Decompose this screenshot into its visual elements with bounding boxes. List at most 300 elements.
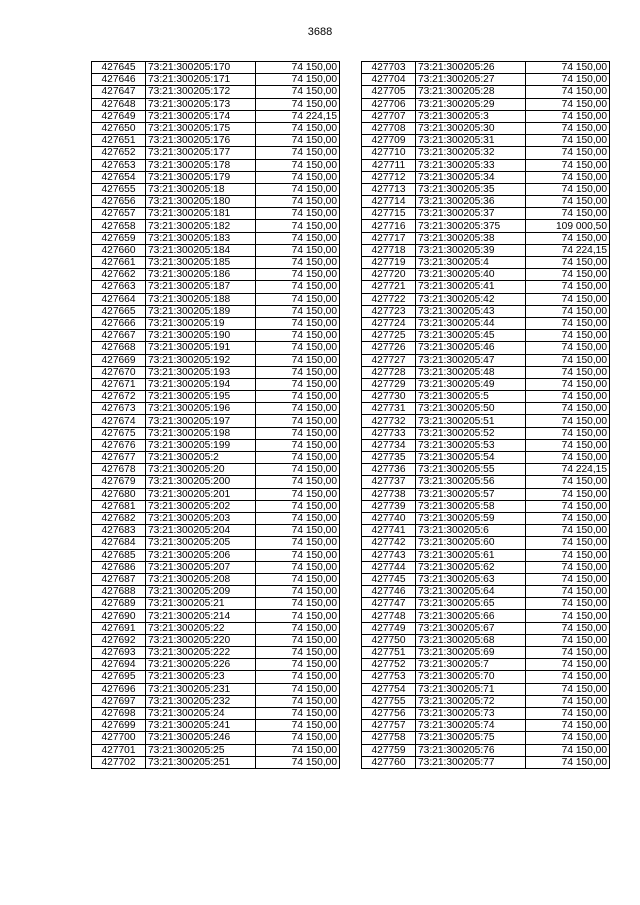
cadastral-number-cell: 73:21:300205:28 [416, 86, 526, 98]
table-row [362, 500, 610, 512]
cadastral-number-cell: 73:21:300205:72 [416, 695, 526, 707]
value-cell: 74 150,00 [526, 110, 610, 122]
value-cell: 74 150,00 [526, 183, 610, 195]
cadastral-number-cell: 73:21:300205:6 [416, 525, 526, 537]
value-cell: 74 150,00 [526, 305, 610, 317]
value-cell: 74 150,00 [256, 452, 340, 464]
value-cell: 74 150,00 [526, 257, 610, 269]
row-number-cell: 427677 [92, 452, 146, 464]
row-number-cell: 427668 [92, 342, 146, 354]
row-number-cell: 427693 [92, 647, 146, 659]
table-row [362, 720, 610, 732]
value-cell: 74 150,00 [256, 74, 340, 86]
value-cell: 74 150,00 [526, 647, 610, 659]
row-number-cell: 427722 [362, 293, 416, 305]
table-row [92, 403, 340, 415]
table-row [92, 683, 340, 695]
value-cell: 74 150,00 [526, 354, 610, 366]
register-table-right [361, 61, 610, 769]
cadastral-number-cell: 73:21:300205:186 [146, 269, 256, 281]
table-row [362, 342, 610, 354]
cadastral-number-cell: 73:21:300205:62 [416, 561, 526, 573]
table-row [92, 330, 340, 342]
cadastral-number-cell: 73:21:300205:200 [146, 476, 256, 488]
table-row [362, 232, 610, 244]
row-number-cell: 427663 [92, 281, 146, 293]
value-cell: 74 150,00 [256, 354, 340, 366]
value-cell: 74 150,00 [526, 232, 610, 244]
value-cell: 74 150,00 [526, 427, 610, 439]
cadastral-number-cell: 73:21:300205:27 [416, 74, 526, 86]
cadastral-number-cell: 73:21:300205:188 [146, 293, 256, 305]
value-cell: 74 150,00 [256, 86, 340, 98]
cadastral-number-cell: 73:21:300205:191 [146, 342, 256, 354]
table-row [92, 464, 340, 476]
cadastral-number-cell: 73:21:300205:192 [146, 354, 256, 366]
value-cell: 74 150,00 [526, 342, 610, 354]
value-cell: 74 150,00 [526, 317, 610, 329]
table-row [362, 293, 610, 305]
table-row [92, 342, 340, 354]
table-row [362, 378, 610, 390]
value-cell: 74 150,00 [526, 86, 610, 98]
value-cell: 74 150,00 [526, 756, 610, 768]
cadastral-number-cell: 73:21:300205:52 [416, 427, 526, 439]
table-row [362, 561, 610, 573]
table-row [92, 269, 340, 281]
value-cell: 74 150,00 [256, 561, 340, 573]
page-number: 3688 [307, 26, 333, 38]
cadastral-number-cell: 73:21:300205:65 [416, 598, 526, 610]
value-cell: 74 150,00 [526, 281, 610, 293]
row-number-cell: 427695 [92, 671, 146, 683]
value-cell: 74 224,15 [526, 464, 610, 476]
value-cell: 74 150,00 [526, 732, 610, 744]
cadastral-number-cell: 73:21:300205:5 [416, 391, 526, 403]
value-cell: 74 150,00 [256, 610, 340, 622]
row-number-cell: 427754 [362, 683, 416, 695]
value-cell: 74 150,00 [256, 196, 340, 208]
row-number-cell: 427655 [92, 183, 146, 195]
row-number-cell: 427718 [362, 244, 416, 256]
table-row [92, 110, 340, 122]
value-cell: 74 150,00 [256, 525, 340, 537]
table-row [92, 232, 340, 244]
value-cell: 74 150,00 [256, 500, 340, 512]
row-number-cell: 427683 [92, 525, 146, 537]
cadastral-number-cell: 73:21:300205:193 [146, 366, 256, 378]
value-cell: 74 150,00 [256, 330, 340, 342]
table-row [92, 549, 340, 561]
cadastral-number-cell: 73:21:300205:74 [416, 720, 526, 732]
cadastral-number-cell: 73:21:300205:184 [146, 244, 256, 256]
table-row [362, 671, 610, 683]
table-row [362, 122, 610, 134]
row-number-cell: 427758 [362, 732, 416, 744]
row-number-cell: 427756 [362, 707, 416, 719]
cadastral-number-cell: 73:21:300205:179 [146, 171, 256, 183]
cadastral-number-cell: 73:21:300205:56 [416, 476, 526, 488]
row-number-cell: 427744 [362, 561, 416, 573]
table-row [362, 135, 610, 147]
table-row [92, 378, 340, 390]
value-cell: 74 150,00 [256, 269, 340, 281]
row-number-cell: 427705 [362, 86, 416, 98]
row-number-cell: 427737 [362, 476, 416, 488]
value-cell: 74 150,00 [526, 208, 610, 220]
table-row [92, 196, 340, 208]
table-row [362, 220, 610, 232]
cadastral-number-cell: 73:21:300205:31 [416, 135, 526, 147]
row-number-cell: 427739 [362, 500, 416, 512]
row-number-cell: 427669 [92, 354, 146, 366]
cadastral-number-cell: 73:21:300205:37 [416, 208, 526, 220]
value-cell: 74 150,00 [256, 573, 340, 585]
cadastral-number-cell: 73:21:300205:204 [146, 525, 256, 537]
cadastral-number-cell: 73:21:300205:60 [416, 537, 526, 549]
value-cell: 74 150,00 [256, 220, 340, 232]
value-cell: 74 150,00 [526, 537, 610, 549]
table-row [362, 281, 610, 293]
cadastral-number-cell: 73:21:300205:183 [146, 232, 256, 244]
cadastral-number-cell: 73:21:300205:77 [416, 756, 526, 768]
cadastral-number-cell: 73:21:300205:176 [146, 135, 256, 147]
cadastral-number-cell: 73:21:300205:18 [146, 183, 256, 195]
value-cell: 74 150,00 [526, 439, 610, 451]
cadastral-number-cell: 73:21:300205:30 [416, 122, 526, 134]
value-cell: 74 150,00 [256, 135, 340, 147]
table-row [362, 659, 610, 671]
cadastral-number-cell: 73:21:300205:58 [416, 500, 526, 512]
value-cell: 74 150,00 [526, 671, 610, 683]
value-cell: 74 150,00 [526, 391, 610, 403]
table-row [92, 744, 340, 756]
table-row [362, 330, 610, 342]
cadastral-number-cell: 73:21:300205:207 [146, 561, 256, 573]
value-cell: 74 150,00 [526, 62, 610, 74]
value-cell: 74 150,00 [526, 293, 610, 305]
value-cell: 74 150,00 [256, 756, 340, 768]
row-number-cell: 427726 [362, 342, 416, 354]
cadastral-number-cell: 73:21:300205:70 [416, 671, 526, 683]
value-cell: 74 150,00 [256, 403, 340, 415]
table-row [362, 488, 610, 500]
row-number-cell: 427670 [92, 366, 146, 378]
cadastral-number-cell: 73:21:300205:71 [416, 683, 526, 695]
row-number-cell: 427651 [92, 135, 146, 147]
cadastral-number-cell: 73:21:300205:7 [416, 659, 526, 671]
table-row [362, 317, 610, 329]
row-number-cell: 427696 [92, 683, 146, 695]
value-cell: 74 150,00 [256, 537, 340, 549]
table-row [92, 159, 340, 171]
cadastral-number-cell: 73:21:300205:206 [146, 549, 256, 561]
row-number-cell: 427707 [362, 110, 416, 122]
value-cell: 74 150,00 [256, 122, 340, 134]
value-cell: 74 150,00 [256, 647, 340, 659]
table-row [362, 62, 610, 74]
row-number-cell: 427674 [92, 415, 146, 427]
value-cell: 74 150,00 [526, 415, 610, 427]
cadastral-number-cell: 73:21:300205:171 [146, 74, 256, 86]
cadastral-number-cell: 73:21:300205:4 [416, 257, 526, 269]
table-row [362, 573, 610, 585]
table-row [92, 561, 340, 573]
value-cell: 74 150,00 [256, 622, 340, 634]
row-number-cell: 427713 [362, 183, 416, 195]
row-number-cell: 427723 [362, 305, 416, 317]
value-cell: 74 150,00 [256, 183, 340, 195]
value-cell: 74 150,00 [256, 695, 340, 707]
table-row [92, 257, 340, 269]
table-row [362, 208, 610, 220]
table-row [92, 135, 340, 147]
cadastral-number-cell: 73:21:300205:232 [146, 695, 256, 707]
row-number-cell: 427715 [362, 208, 416, 220]
table-row [362, 183, 610, 195]
row-number-cell: 427671 [92, 378, 146, 390]
row-number-cell: 427684 [92, 537, 146, 549]
table-row [362, 537, 610, 549]
row-number-cell: 427733 [362, 427, 416, 439]
row-number-cell: 427661 [92, 257, 146, 269]
row-number-cell: 427660 [92, 244, 146, 256]
table-row [92, 525, 340, 537]
table-row [92, 86, 340, 98]
value-cell: 74 150,00 [256, 159, 340, 171]
row-number-cell: 427664 [92, 293, 146, 305]
row-number-cell: 427740 [362, 512, 416, 524]
cadastral-number-cell: 73:21:300205:202 [146, 500, 256, 512]
row-number-cell: 427685 [92, 549, 146, 561]
value-cell: 74 150,00 [256, 244, 340, 256]
value-cell: 74 150,00 [256, 707, 340, 719]
table-row [92, 537, 340, 549]
row-number-cell: 427746 [362, 586, 416, 598]
value-cell: 74 150,00 [256, 208, 340, 220]
value-cell: 74 150,00 [526, 720, 610, 732]
value-cell: 74 150,00 [256, 512, 340, 524]
value-cell: 74 150,00 [526, 122, 610, 134]
value-cell: 74 150,00 [256, 549, 340, 561]
row-number-cell: 427676 [92, 439, 146, 451]
table-row [92, 671, 340, 683]
table-row [362, 196, 610, 208]
row-number-cell: 427711 [362, 159, 416, 171]
table-row [92, 586, 340, 598]
cadastral-number-cell: 73:21:300205:24 [146, 707, 256, 719]
value-cell: 74 150,00 [256, 671, 340, 683]
row-number-cell: 427743 [362, 549, 416, 561]
row-number-cell: 427650 [92, 122, 146, 134]
cadastral-number-cell: 73:21:300205:198 [146, 427, 256, 439]
value-cell: 109 000,50 [526, 220, 610, 232]
value-cell: 74 224,15 [256, 110, 340, 122]
table-row [92, 171, 340, 183]
row-number-cell: 427659 [92, 232, 146, 244]
value-cell: 74 150,00 [526, 171, 610, 183]
row-number-cell: 427757 [362, 720, 416, 732]
cadastral-number-cell: 73:21:300205:67 [416, 622, 526, 634]
table-row [362, 525, 610, 537]
cadastral-number-cell: 73:21:300205:43 [416, 305, 526, 317]
row-number-cell: 427727 [362, 354, 416, 366]
cadastral-number-cell: 73:21:300205:50 [416, 403, 526, 415]
row-number-cell: 427682 [92, 512, 146, 524]
cadastral-number-cell: 73:21:300205:57 [416, 488, 526, 500]
cadastral-number-cell: 73:21:300205:47 [416, 354, 526, 366]
value-cell: 74 150,00 [526, 622, 610, 634]
table-row [92, 122, 340, 134]
row-number-cell: 427753 [362, 671, 416, 683]
table-row [92, 647, 340, 659]
value-cell: 74 150,00 [256, 744, 340, 756]
cadastral-number-cell: 73:21:300205:54 [416, 452, 526, 464]
row-number-cell: 427712 [362, 171, 416, 183]
row-number-cell: 427654 [92, 171, 146, 183]
table-row [362, 403, 610, 415]
row-number-cell: 427690 [92, 610, 146, 622]
row-number-cell: 427732 [362, 415, 416, 427]
value-cell: 74 150,00 [256, 366, 340, 378]
value-cell: 74 150,00 [526, 744, 610, 756]
cadastral-number-cell: 73:21:300205:222 [146, 647, 256, 659]
row-number-cell: 427742 [362, 537, 416, 549]
row-number-cell: 427698 [92, 707, 146, 719]
value-cell: 74 150,00 [256, 732, 340, 744]
table-row [362, 744, 610, 756]
row-number-cell: 427706 [362, 98, 416, 110]
row-number-cell: 427701 [92, 744, 146, 756]
cadastral-number-cell: 73:21:300205:241 [146, 720, 256, 732]
row-number-cell: 427686 [92, 561, 146, 573]
cadastral-number-cell: 73:21:300205:2 [146, 452, 256, 464]
cadastral-number-cell: 73:21:300205:208 [146, 573, 256, 585]
row-number-cell: 427700 [92, 732, 146, 744]
cadastral-number-cell: 73:21:300205:173 [146, 98, 256, 110]
value-cell: 74 150,00 [256, 378, 340, 390]
cadastral-number-cell: 73:21:300205:203 [146, 512, 256, 524]
row-number-cell: 427717 [362, 232, 416, 244]
cadastral-number-cell: 73:21:300205:180 [146, 196, 256, 208]
row-number-cell: 427699 [92, 720, 146, 732]
row-number-cell: 427710 [362, 147, 416, 159]
value-cell: 74 150,00 [526, 573, 610, 585]
value-cell: 74 150,00 [526, 512, 610, 524]
row-number-cell: 427731 [362, 403, 416, 415]
row-number-cell: 427697 [92, 695, 146, 707]
cadastral-number-cell: 73:21:300205:55 [416, 464, 526, 476]
cadastral-number-cell: 73:21:300205:44 [416, 317, 526, 329]
table-row [362, 257, 610, 269]
table-row [362, 476, 610, 488]
row-number-cell: 427679 [92, 476, 146, 488]
cadastral-number-cell: 73:21:300205:175 [146, 122, 256, 134]
cadastral-number-cell: 73:21:300205:181 [146, 208, 256, 220]
row-number-cell: 427725 [362, 330, 416, 342]
table-row [92, 610, 340, 622]
table-row [92, 391, 340, 403]
cadastral-number-cell: 73:21:300205:61 [416, 549, 526, 561]
value-cell: 74 150,00 [256, 488, 340, 500]
table-row [362, 683, 610, 695]
table-row [92, 281, 340, 293]
value-cell: 74 150,00 [526, 366, 610, 378]
table-row [92, 62, 340, 74]
cadastral-number-cell: 73:21:300205:251 [146, 756, 256, 768]
cadastral-number-cell: 73:21:300205:375 [416, 220, 526, 232]
table-row [92, 293, 340, 305]
row-number-cell: 427709 [362, 135, 416, 147]
row-number-cell: 427645 [92, 62, 146, 74]
table-row [92, 305, 340, 317]
value-cell: 74 150,00 [256, 683, 340, 695]
table-row [92, 500, 340, 512]
cadastral-number-cell: 73:21:300205:23 [146, 671, 256, 683]
cadastral-number-cell: 73:21:300205:195 [146, 391, 256, 403]
table-row [362, 427, 610, 439]
value-cell: 74 150,00 [526, 159, 610, 171]
row-number-cell: 427714 [362, 196, 416, 208]
value-cell: 74 150,00 [256, 62, 340, 74]
value-cell: 74 150,00 [256, 232, 340, 244]
cadastral-number-cell: 73:21:300205:177 [146, 147, 256, 159]
table-row [92, 573, 340, 585]
value-cell: 74 150,00 [256, 427, 340, 439]
table-row [92, 622, 340, 634]
table-row [362, 147, 610, 159]
cadastral-number-cell: 73:21:300205:182 [146, 220, 256, 232]
value-cell: 74 150,00 [526, 476, 610, 488]
cadastral-number-cell: 73:21:300205:25 [146, 744, 256, 756]
row-number-cell: 427704 [362, 74, 416, 86]
cadastral-number-cell: 73:21:300205:35 [416, 183, 526, 195]
row-number-cell: 427687 [92, 573, 146, 585]
cadastral-number-cell: 73:21:300205:48 [416, 366, 526, 378]
value-cell: 74 150,00 [526, 610, 610, 622]
cadastral-number-cell: 73:21:300205:68 [416, 634, 526, 646]
value-cell: 74 150,00 [526, 403, 610, 415]
cadastral-number-cell: 73:21:300205:170 [146, 62, 256, 74]
table-row [362, 74, 610, 86]
value-cell: 74 150,00 [256, 464, 340, 476]
value-cell: 74 150,00 [256, 391, 340, 403]
row-number-cell: 427656 [92, 196, 146, 208]
row-number-cell: 427689 [92, 598, 146, 610]
table-row [362, 439, 610, 451]
row-number-cell: 427708 [362, 122, 416, 134]
table-row [362, 452, 610, 464]
row-number-cell: 427745 [362, 573, 416, 585]
value-cell: 74 150,00 [256, 317, 340, 329]
row-number-cell: 427646 [92, 74, 146, 86]
value-cell: 74 150,00 [256, 281, 340, 293]
table-row [92, 98, 340, 110]
value-cell: 74 150,00 [526, 147, 610, 159]
value-cell: 74 150,00 [256, 342, 340, 354]
row-number-cell: 427665 [92, 305, 146, 317]
row-number-cell: 427703 [362, 62, 416, 74]
row-number-cell: 427760 [362, 756, 416, 768]
row-number-cell: 427728 [362, 366, 416, 378]
cadastral-number-cell: 73:21:300205:201 [146, 488, 256, 500]
cadastral-number-cell: 73:21:300205:75 [416, 732, 526, 744]
register-table-left [91, 61, 340, 769]
row-number-cell: 427657 [92, 208, 146, 220]
row-number-cell: 427647 [92, 86, 146, 98]
cadastral-number-cell: 73:21:300205:63 [416, 573, 526, 585]
row-number-cell: 427658 [92, 220, 146, 232]
